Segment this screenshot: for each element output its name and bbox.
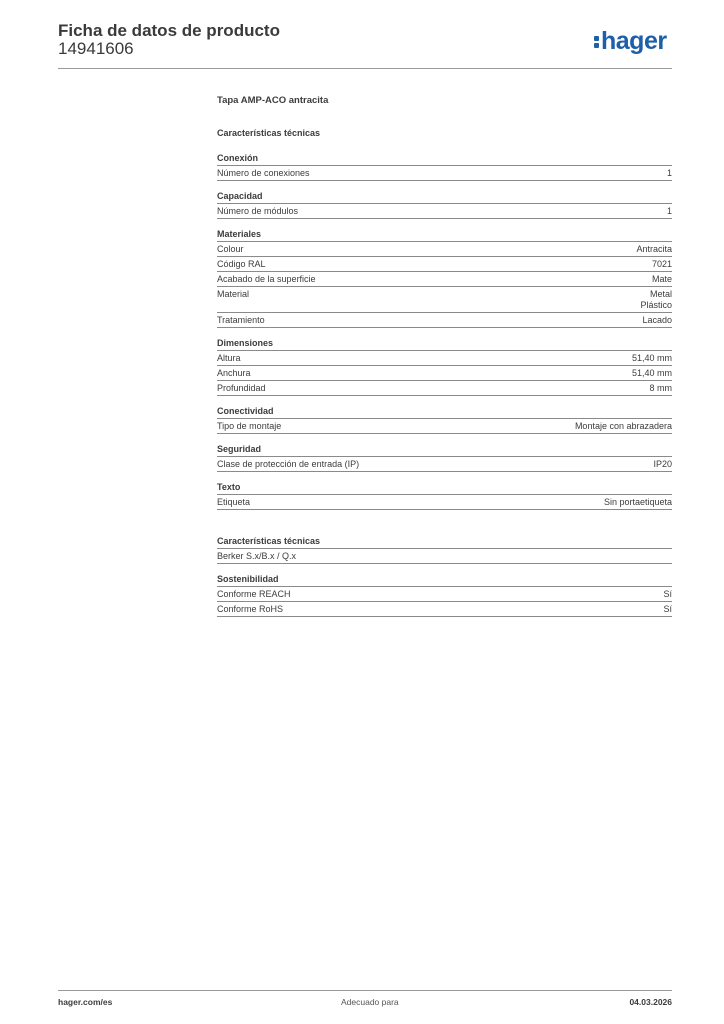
- spec-value: [652, 259, 672, 270]
- spec-label: Tratamiento: [217, 315, 265, 325]
- spec-value-line: Lacado: [642, 315, 672, 325]
- spec-value-line: 51,40 mm: [631, 353, 672, 363]
- spec-group: [217, 229, 672, 328]
- spec-label: Material: [217, 289, 250, 299]
- spec-row: [217, 204, 672, 219]
- spec-row: [217, 381, 672, 396]
- spec-label: Número de conexiones: [217, 168, 310, 178]
- spec-row: [217, 351, 672, 366]
- spec-row: [217, 549, 672, 564]
- logo-text: hager: [601, 27, 667, 55]
- spec-value-line: Mate: [651, 274, 672, 284]
- header-divider: [58, 68, 672, 69]
- product-name: Tapa AMP-ACO antracita: [217, 95, 329, 106]
- spec-value: [650, 383, 673, 394]
- spec-label: Tipo de montaje: [217, 421, 282, 431]
- spec-row: [217, 287, 672, 313]
- spec-value: [632, 368, 672, 379]
- spec-row: [217, 313, 672, 328]
- spec-groups-secondary: [217, 536, 672, 617]
- spec-group-title: Sostenibilidad: [217, 574, 672, 587]
- datasheet-content: [217, 95, 672, 627]
- spec-label: Acabado de la superficie: [217, 274, 316, 284]
- spec-label: Anchura: [217, 368, 251, 378]
- spec-group: [217, 338, 672, 396]
- spec-row: [217, 495, 672, 510]
- spec-group-title: Texto: [217, 482, 672, 495]
- spec-label: Número de módulos: [217, 206, 299, 216]
- spec-value: [663, 589, 672, 600]
- spec-value: [652, 274, 672, 285]
- spec-group: [217, 406, 672, 434]
- spec-group-title: Materiales: [217, 229, 672, 242]
- spec-value-line: 1: [666, 168, 672, 178]
- spec-row: [217, 587, 672, 602]
- spec-group-title: Características técnicas: [217, 536, 672, 549]
- spec-row: [217, 257, 672, 272]
- spec-value-line: 51,40 mm: [631, 368, 672, 378]
- spec-value-line: Sin portaetiqueta: [603, 497, 672, 507]
- spec-label: Altura: [217, 353, 241, 363]
- spec-value-line: IP20: [653, 459, 672, 469]
- spec-value: [663, 604, 672, 615]
- spec-label: Berker S.x/B.x / Q.x: [217, 551, 297, 561]
- spec-label: Etiqueta: [217, 497, 251, 507]
- spec-value-line: Metal: [649, 289, 672, 299]
- spec-row: [217, 602, 672, 617]
- spec-row: [217, 242, 672, 257]
- spec-value: [642, 315, 672, 326]
- spec-group: [217, 574, 672, 617]
- spec-value-line: Antracita: [636, 244, 672, 254]
- spec-group: [217, 191, 672, 219]
- spec-group-title: Conexión: [217, 153, 672, 166]
- logo-dots-icon: [594, 32, 600, 50]
- spec-value-line: Montaje con abrazadera: [574, 421, 672, 431]
- spec-row: [217, 419, 672, 434]
- spec-group-title: Dimensiones: [217, 338, 672, 351]
- footer-divider: [58, 990, 672, 991]
- spec-group-title: Seguridad: [217, 444, 672, 457]
- spec-label: Conforme RoHS: [217, 604, 284, 614]
- spec-value: [604, 497, 672, 508]
- spec-row: [217, 366, 672, 381]
- spec-value-line: Sí: [663, 604, 672, 614]
- spec-group: [217, 153, 672, 181]
- page-title: Ficha de datos de producto: [58, 21, 280, 40]
- spec-groups: [217, 153, 672, 510]
- spec-group-title: Capacidad: [217, 191, 672, 204]
- spec-value: [575, 421, 672, 432]
- spec-row: [217, 457, 672, 472]
- spec-value: [667, 168, 672, 179]
- spec-value-line: 8 mm: [649, 383, 672, 393]
- spec-row: [217, 272, 672, 287]
- spec-group-title: Conectividad: [217, 406, 672, 419]
- spec-value: [667, 206, 672, 217]
- spec-value-line: 1: [666, 206, 672, 216]
- spec-value-line: Sí: [663, 589, 672, 599]
- section-title: Características técnicas: [217, 128, 321, 138]
- spec-row: [217, 166, 672, 181]
- spec-group: [217, 482, 672, 510]
- spec-label: Profundidad: [217, 383, 266, 393]
- spec-value-line: 7021: [651, 259, 672, 269]
- spec-label: Conforme REACH: [217, 589, 291, 599]
- product-code: 14941606: [58, 39, 134, 58]
- hager-logo: [594, 27, 667, 56]
- footer-date: 04.03.2026: [629, 997, 672, 1007]
- spec-value: [632, 353, 672, 364]
- footer-website[interactable]: hager.com/es: [58, 997, 113, 1007]
- spec-value: [653, 459, 672, 470]
- spec-label: Colour: [217, 244, 244, 254]
- footer-suitable-for: Adecuado para: [341, 997, 399, 1007]
- spec-value: [640, 289, 672, 311]
- spec-group: [217, 536, 672, 564]
- spec-label: Código RAL: [217, 259, 266, 269]
- spec-value-line: Plástico: [640, 300, 672, 310]
- spec-label: Clase de protección de entrada (IP): [217, 459, 360, 469]
- spec-value: [636, 244, 672, 255]
- spec-group: [217, 444, 672, 472]
